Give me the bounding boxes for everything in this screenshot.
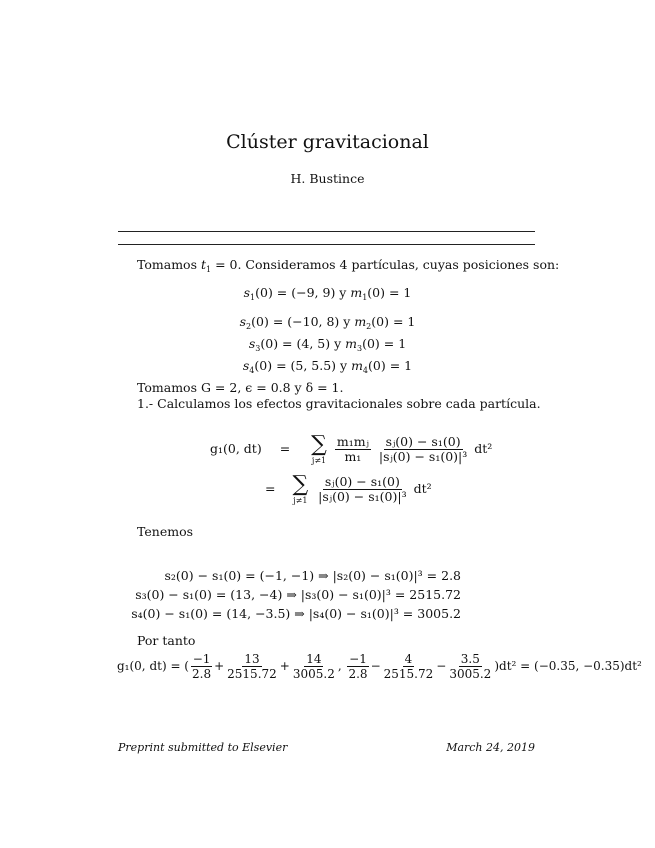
final-equation: g₁(0, dt) = ( $\frac{-1}{2.8}$ + $\frac{13}{2515.72}$ + $\frac{14}{3005.2}$ , $\frac{-1}{2.8}$ − $\frac{4}{2515.72}$ − $\frac{3.5}{3005.2}$ )dt² = (−0.35, −0.35)dt² bbox=[117, 652, 642, 681]
step-1-heading: 1.- Calculamos los efectos gravitacionales sobre cada partícula. bbox=[137, 396, 541, 411]
tenemos-label: Tenemos bbox=[137, 524, 194, 539]
summation-2: ∑ j≠1 bbox=[292, 472, 309, 505]
position-eq-4: $s_4(0) = (5$, 5.5) y $m_4(0) = 1$ bbox=[242, 358, 413, 375]
position-eq-2: $s_2(0) = (-10$, 8) y $m_2(0) = 1$ bbox=[239, 314, 416, 331]
vector-fraction-2: $\frac{\text{sⱼ(0) − s₁(0)}}{\text{|sⱼ(0) − s₁(0)|³}}$ bbox=[318, 474, 407, 504]
params-line: Tomamos G = 2, ϵ = 0.8 y δ = 1. bbox=[137, 380, 344, 395]
position-eq-1: $s_1(0) = (-9$, 9) y $m_1(0) = 1$ bbox=[243, 285, 412, 302]
diff-eq-2: s₃(0) − s₁(0) = (13, −4) ⇒ |s₃(0) − s₁(0)|³ = 2515.72 bbox=[135, 587, 461, 602]
intro-paragraph: Tomamos $t_1 = 0$. Consideramos 4 partículas, cuyas posiciones son: bbox=[137, 257, 560, 274]
bottom-rule bbox=[118, 244, 535, 245]
top-rule bbox=[118, 231, 535, 232]
position-eq-3: $s_3(0) = (4$, 5) y $m_3(0) = 1$ bbox=[248, 336, 407, 353]
mass-fraction: $\frac{\text{m₁mⱼ}}{\text{m₁}}$ bbox=[336, 434, 369, 464]
vector-fraction: $\frac{\text{sⱼ(0) − s₁(0)}}{\text{|sⱼ(0) − s₁(0)|³}}$ bbox=[378, 434, 468, 464]
diff-eq-3: s₄(0) − s₁(0) = (14, −3.5) ⇒ |s₄(0) − s₁(0)|³ = 3005.2 bbox=[131, 606, 461, 621]
author-name: H. Bustince bbox=[290, 171, 365, 186]
eq-sign: = bbox=[279, 441, 291, 456]
por-tanto-label: Por tanto bbox=[137, 633, 196, 648]
diff-eq-1: s₂(0) − s₁(0) = (−1, −1) ⇒ |s₂(0) − s₁(0)|³ = 2.8 bbox=[164, 568, 461, 583]
eq-lhs: g₁(0, dt) bbox=[210, 441, 262, 456]
footer-date: March 24, 2019 bbox=[446, 741, 535, 754]
footer-journal: Preprint submitted to Elsevier bbox=[118, 741, 288, 754]
paper-title: Clúster gravitacional bbox=[226, 131, 429, 153]
summation: ∑ j≠1 bbox=[311, 432, 327, 465]
gravity-equation-line2: = ∑ j≠1 $\frac{\text{sⱼ(0) − s₁(0)}}{\text{|sⱼ(0) − s₁(0)|³}}$ dt² bbox=[265, 472, 432, 505]
gravity-equation: g₁(0, dt) = ∑ j≠1 $\frac{\text{m₁mⱼ}}{\text{m₁}}$ $\frac{\text{sⱼ(0) − s₁(0)}}{\text{|sⱼ(0) − s₁(0)|³}}$ dt² bbox=[210, 432, 493, 465]
